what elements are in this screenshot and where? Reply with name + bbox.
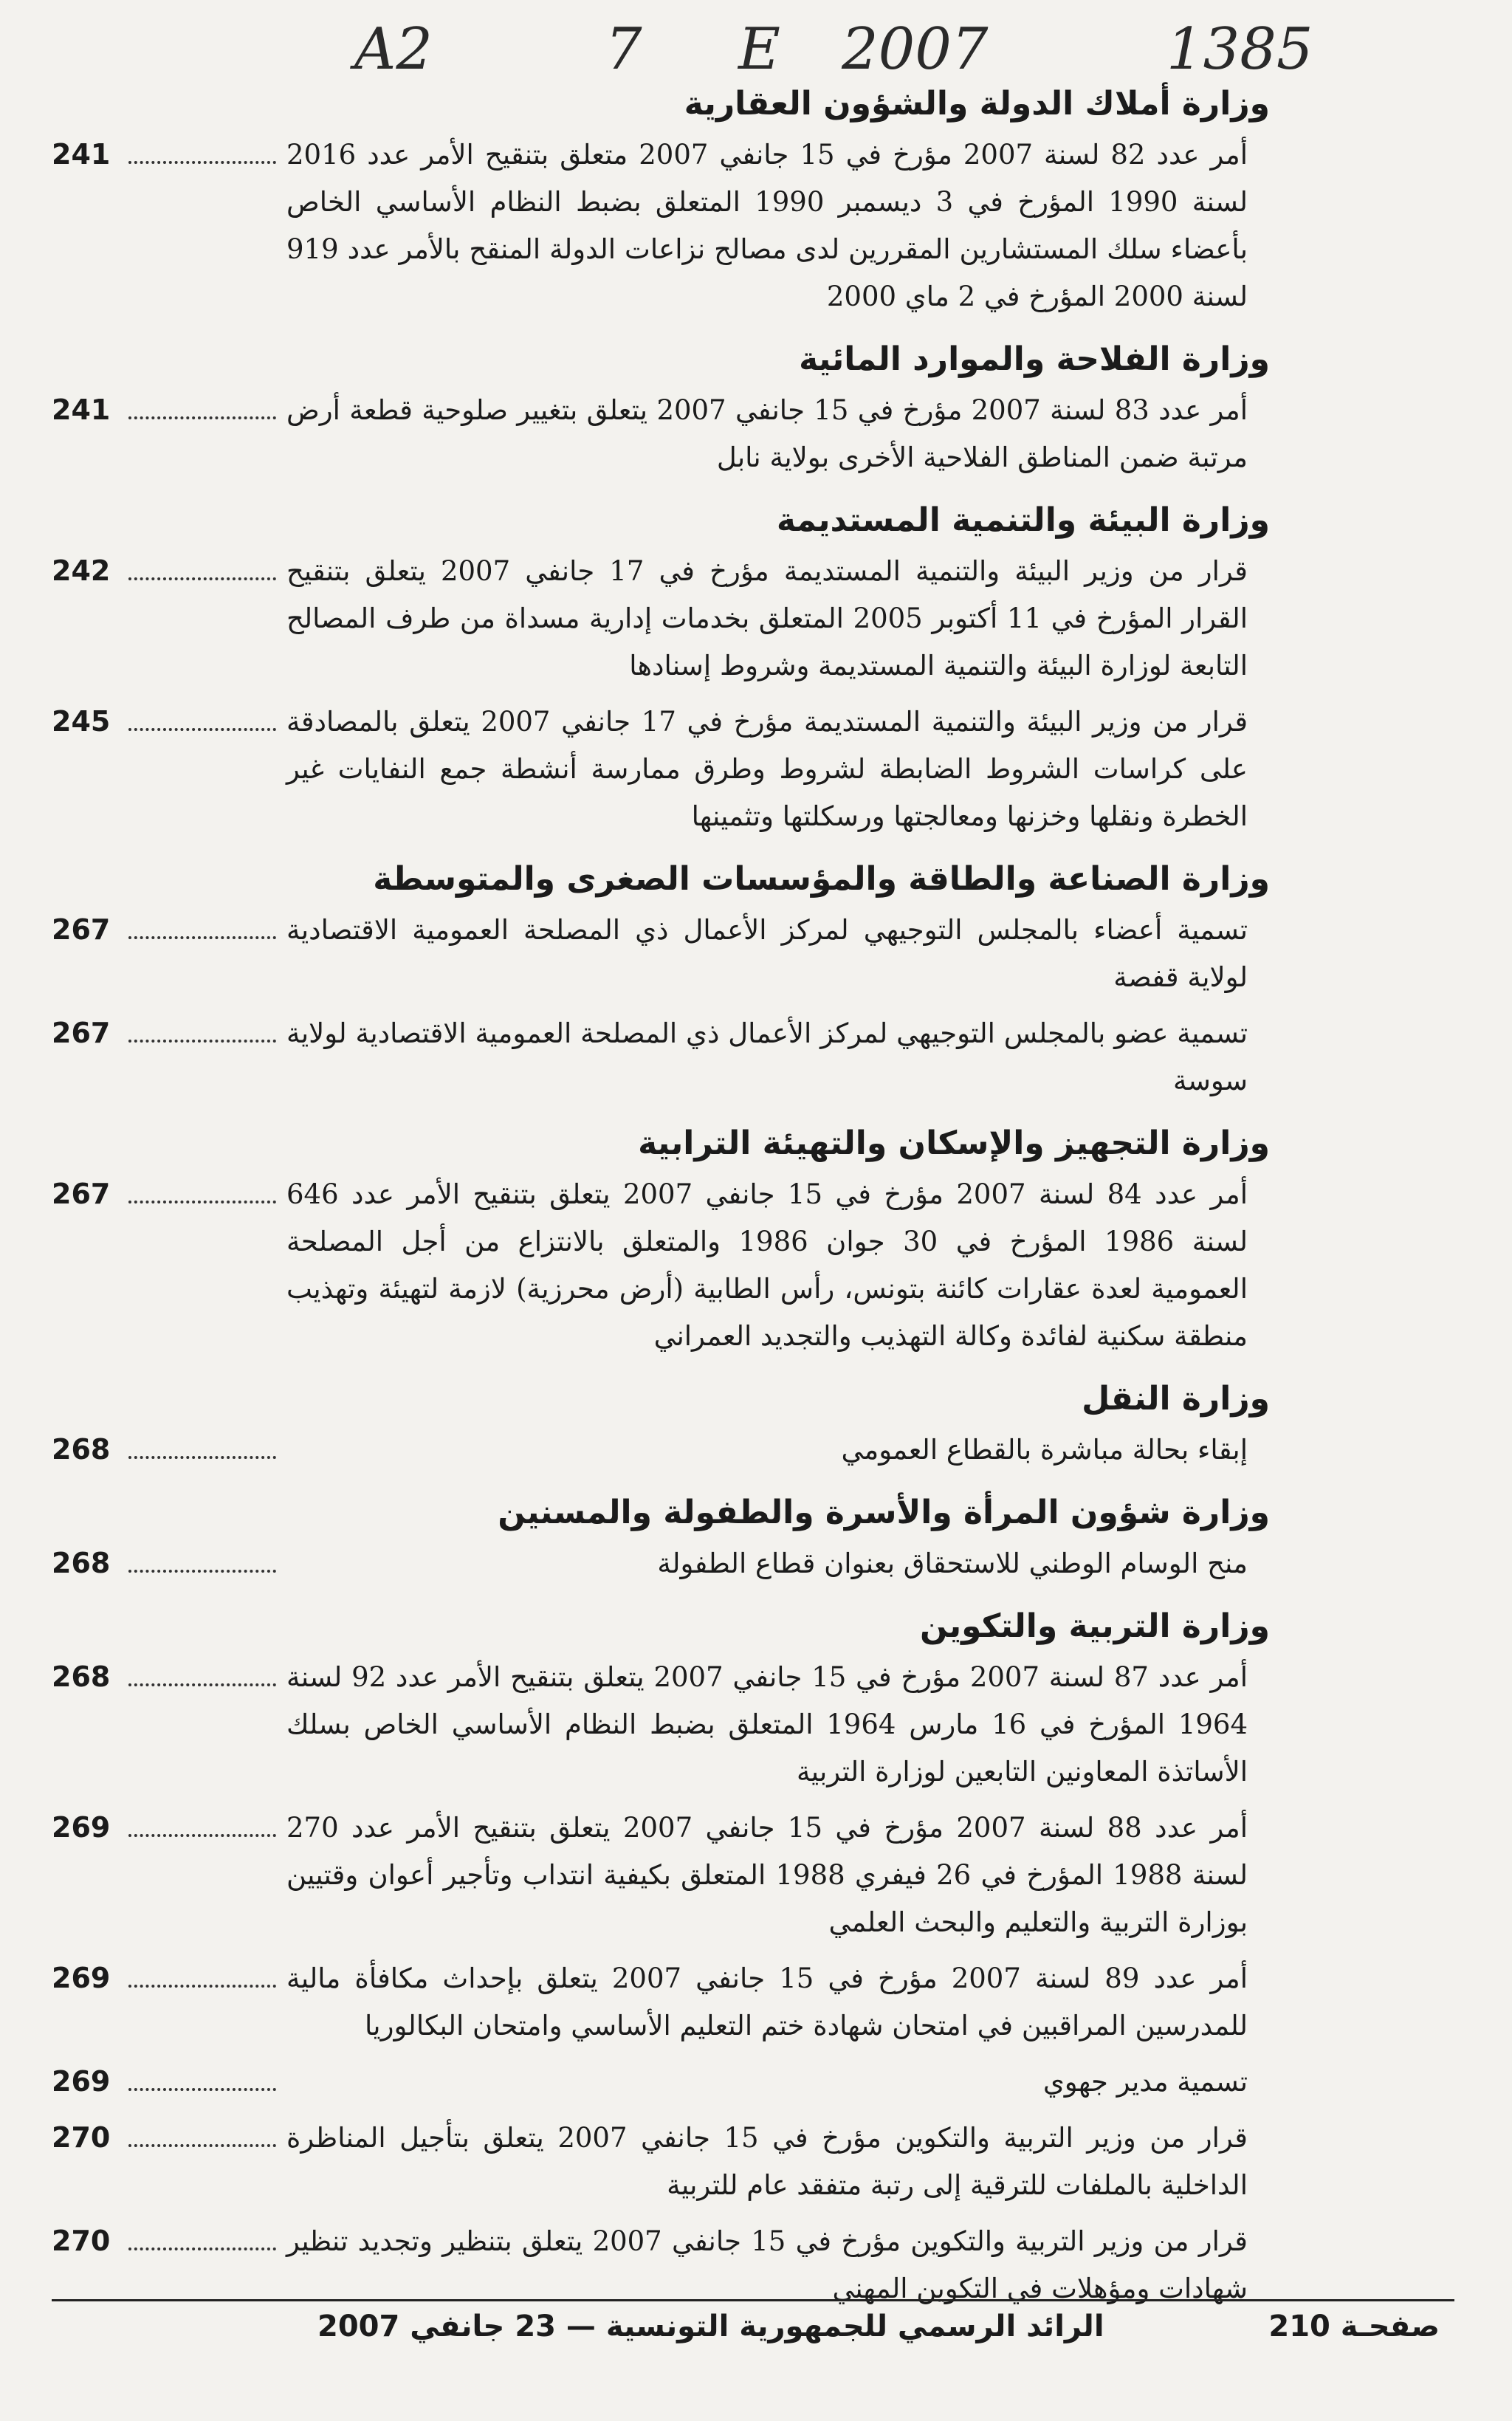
toc-entry bbox=[52, 131, 1270, 320]
footer-page-number: صفحـة 210 bbox=[1268, 2310, 1440, 2343]
toc-entry bbox=[52, 698, 1270, 840]
entry-text: أمر عدد 88 لسنة 2007 مؤرخ في 15 جانفي 2007 يتعلق بتنقيح الأمر عدد 270 لسنة 1988 المؤرخ في 26 فيفري 1988 المتعلق بكيفية انتداب وتأجير أعوان وقتيين بوزارة التربية والتعليم والبحث العلمي bbox=[286, 1812, 1248, 1938]
entry-text: قرار من وزير التربية والتكوين مؤرخ في 15 جانفي 2007 يتعلق بتأجيل المناظرة الداخلية بالملفات للترقية إلى رتبة متفقد عام للتربية bbox=[286, 2122, 1248, 2201]
dot-leader bbox=[128, 936, 276, 939]
page-footer bbox=[52, 2310, 1454, 2369]
toc-entry bbox=[52, 1171, 1270, 1360]
entry-page-number: 267 bbox=[52, 913, 111, 946]
entry-text: قرار من وزير البيئة والتنمية المستديمة مؤرخ في 17 جانفي 2007 يتعلق بتنقيح القرار المؤرخ في 11 أكتوبر 2005 المتعلق بخدمات إدارية مسداة من طرف المصالح التابعة لوزارة البيئة والتنمية المستديمة وشروط إسنادها bbox=[286, 555, 1248, 681]
toc-entry bbox=[52, 387, 1270, 481]
toc-entry bbox=[52, 2115, 1270, 2209]
handwritten-code: 1385 bbox=[1166, 16, 1313, 83]
entry-page-number: 241 bbox=[52, 138, 111, 171]
toc-entry bbox=[52, 1654, 1270, 1796]
entry-text: منح الوسام الوطني للاستحقاق بعنوان قطاع الطفولة bbox=[657, 1548, 1248, 1579]
entry-text: أمر عدد 82 لسنة 2007 مؤرخ في 15 جانفي 2007 متعلق بتنقيح الأمر عدد 2016 لسنة 1990 المؤرخ في 3 ديسمبر 1990 المتعلق بضبط النظام الأساسي الخاص بأعضاء سلك المستشارين المقررين لدى مصالح نزاعات الدولة المنقح بالأمر عدد 919 لسنة 2000 المؤرخ في 2 ماي 2000 bbox=[286, 139, 1248, 312]
toc-section bbox=[52, 1602, 1270, 2312]
section-title: وزارة النقل bbox=[1082, 1380, 1270, 1418]
toc-section bbox=[52, 1375, 1270, 1474]
toc-entry bbox=[52, 2218, 1270, 2312]
toc-section bbox=[52, 496, 1270, 840]
entry-text: أمر عدد 87 لسنة 2007 مؤرخ في 15 جانفي 2007 يتعلق بتنقيح الأمر عدد 92 لسنة 1964 المؤرخ في 16 مارس 1964 المتعلق بضبط النظام الأساسي الخاص بسلك الأساتذة المعاونين التابعين لوزارة التربية bbox=[286, 1661, 1248, 1788]
dot-leader bbox=[128, 161, 276, 164]
dot-leader bbox=[128, 1570, 276, 1573]
entry-page-number: 241 bbox=[52, 394, 111, 426]
toc-section bbox=[52, 1119, 1270, 1360]
section-title: وزارة أملاك الدولة والشؤون العقارية bbox=[684, 85, 1270, 123]
toc-section bbox=[52, 80, 1270, 320]
entry-page-number: 269 bbox=[52, 1811, 111, 1844]
dot-leader bbox=[128, 1834, 276, 1837]
toc-section bbox=[52, 1488, 1270, 1587]
entry-text: تسمية مدير جهوي bbox=[1042, 2066, 1248, 2098]
dot-leader bbox=[128, 1985, 276, 1988]
dot-leader bbox=[128, 1201, 276, 1203]
toc-section bbox=[52, 335, 1270, 481]
handwritten-a2: A2 bbox=[354, 16, 433, 83]
toc-entry bbox=[52, 1804, 1270, 1946]
handwritten-letter: E bbox=[738, 16, 780, 83]
dot-leader bbox=[128, 1456, 276, 1459]
section-title: وزارة التجهيز والإسكان والتهيئة الترابية bbox=[638, 1124, 1270, 1162]
entry-text: إبقاء بحالة مباشرة بالقطاع العمومي bbox=[841, 1434, 1248, 1466]
entry-text: قرار من وزير البيئة والتنمية المستديمة مؤرخ في 17 جانفي 2007 يتعلق بالمصادقة على كراسات الشروط الضابطة لشروط وطرق ممارسة أنشطة جمع النفايات غير الخطرة ونقلها وخزنها ومعالجتها ورسكلتها وتثمينها bbox=[286, 706, 1248, 832]
entry-page-number: 268 bbox=[52, 1661, 111, 1693]
dot-leader bbox=[128, 728, 276, 731]
entry-page-number: 270 bbox=[52, 2121, 111, 2154]
entry-page-number: 268 bbox=[52, 1433, 111, 1466]
toc-entry bbox=[52, 548, 1270, 690]
table-of-contents bbox=[52, 80, 1270, 2327]
toc-entry bbox=[52, 2058, 1270, 2106]
toc-entry bbox=[52, 907, 1270, 1001]
dot-leader bbox=[128, 2144, 276, 2147]
section-title: وزارة الصناعة والطاقة والمؤسسات الصغرى والمتوسطة bbox=[373, 860, 1270, 898]
entry-page-number: 269 bbox=[52, 1962, 111, 1994]
entry-text: تسمية أعضاء بالمجلس التوجيهي لمركز الأعمال ذي المصلحة العمومية الاقتصادية لولاية قفصة bbox=[286, 914, 1248, 993]
entry-page-number: 245 bbox=[52, 705, 111, 738]
entry-page-number: 242 bbox=[52, 554, 111, 587]
section-title: وزارة البيئة والتنمية المستديمة bbox=[776, 501, 1270, 539]
dot-leader bbox=[128, 2247, 276, 2250]
entry-text: أمر عدد 83 لسنة 2007 مؤرخ في 15 جانفي 2007 يتعلق بتغيير صلوحية قطعة أرض مرتبة ضمن المناطق الفلاحية الأخرى بولاية نابل bbox=[286, 394, 1248, 473]
dot-leader bbox=[128, 577, 276, 580]
entry-text: تسمية عضو بالمجلس التوجيهي لمركز الأعمال ذي المصلحة العمومية الاقتصادية لولاية سوسة bbox=[286, 1017, 1248, 1096]
entry-text: أمر عدد 89 لسنة 2007 مؤرخ في 15 جانفي 2007 يتعلق بإحداث مكافأة مالية للمدرسين المراقبين في امتحان شهادة ختم التعليم الأساسي وامتحان البكالوريا bbox=[286, 1962, 1248, 2041]
entry-page-number: 268 bbox=[52, 1547, 111, 1579]
toc-entry bbox=[52, 1010, 1270, 1105]
toc-entry bbox=[52, 1426, 1270, 1474]
footer-divider bbox=[52, 2299, 1454, 2301]
entry-page-number: 267 bbox=[52, 1178, 111, 1210]
handwritten-number: 7 bbox=[605, 16, 642, 83]
section-title: وزارة التربية والتكوين bbox=[919, 1607, 1270, 1645]
toc-entry bbox=[52, 1540, 1270, 1587]
dot-leader bbox=[128, 1040, 276, 1043]
entry-text: قرار من وزير التربية والتكوين مؤرخ في 15 جانفي 2007 يتعلق بتنظير وتجديد تنظير شهادات ومؤهلات في التكوين المهني bbox=[286, 2225, 1248, 2304]
section-title: وزارة شؤون المرأة والأسرة والطفولة والمسنين bbox=[498, 1494, 1270, 1531]
dot-leader bbox=[128, 1683, 276, 1686]
handwritten-year: 2007 bbox=[842, 16, 989, 83]
entry-page-number: 269 bbox=[52, 2065, 111, 2098]
entry-page-number: 267 bbox=[52, 1017, 111, 1049]
entry-page-number: 270 bbox=[52, 2225, 111, 2257]
footer-journal-title: الرائد الرسمي للجمهورية التونسية — 23 جانفي 2007 bbox=[317, 2310, 1104, 2343]
toc-section bbox=[52, 855, 1270, 1105]
section-title: وزارة الفلاحة والموارد المائية bbox=[799, 340, 1270, 378]
toc-entry bbox=[52, 1955, 1270, 2050]
dot-leader bbox=[128, 2088, 276, 2091]
dot-leader bbox=[128, 416, 276, 419]
entry-text: أمر عدد 84 لسنة 2007 مؤرخ في 15 جانفي 2007 يتعلق بتنقيح الأمر عدد 646 لسنة 1986 المؤرخ في 30 جوان 1986 والمتعلق بالانتزاع من أجل المصلحة العمومية لعدة عقارات كائنة بتونس، رأس الطابية (أرض محرزية) لازمة لتهيئة وتهذيب منطقة سكنية لفائدة وكالة التهذيب والتجديد العمراني bbox=[286, 1178, 1248, 1352]
